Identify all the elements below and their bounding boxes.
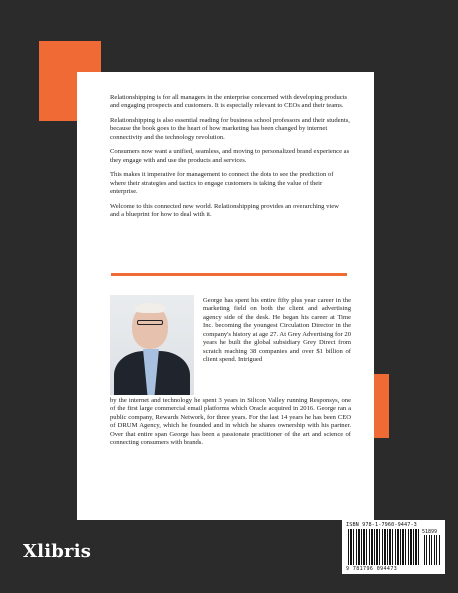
author-bio-side: George has spent his entire fifty plus year career in the marketing field on both the client and advertising agency side of the desk. He began his career at Time Inc. becoming the youngest Circulation Director in the company's history at age 27. At Grey Advertising for 20 years he built the global subsidiary Grey Direct from scratch reaching 38 companies and over $1 billion of client spend. Intrigued xyxy=(203,297,351,364)
author-photo xyxy=(110,295,194,395)
addon-bars xyxy=(424,535,441,565)
intro-paragraph: Relationshipping is for all managers in the enterprise concerned with developing products and engaging prospects and customers. It is especially relevant to CEOs and their teams. xyxy=(110,94,348,110)
isbn-barcode xyxy=(342,520,445,574)
orange-divider xyxy=(111,273,347,276)
barcode-number: 9 781796 094473 xyxy=(346,566,398,572)
intro-text xyxy=(110,94,350,226)
text-panel xyxy=(77,72,374,520)
publisher-logo: Xlibris xyxy=(23,541,92,562)
intro-paragraph: This makes it imperative for management to connect the dots to see the prediction of where their strategies and tactics to engage customers is taking the value of their enterprise. xyxy=(110,171,334,195)
barcode-bars xyxy=(348,529,420,565)
price-addon: 51899 xyxy=(422,529,438,535)
intro-paragraph: Welcome to this connected new world. Relationshipping provides an overarching view and a blueprint for how to deal with it. xyxy=(110,202,339,218)
intro-paragraph: Consumers now want a unified, seamless, and moving to personalized brand experience as they engage with and use the products and services. xyxy=(110,148,350,164)
intro-paragraph: Relationshipping is also essential reading for business school professors and their students, because the book goes to the heart of how marketing has been changed by internet connectivity and the technology revolution. xyxy=(110,116,350,141)
isbn-label: ISBN 978-1-7960-9447-3 xyxy=(346,522,417,528)
author-bio-continued: by the internet and technology he spent 3 years in Silicon Valley running Responsys, one of the first large commercial email platforms which Oracle acquired in 2016. George ran a public company, Rewards Network, for three years. For the last 14 years he has been CEO of DRUM Agency, which he founded and in which he shares ownership with his partner. Over that entire span George has been a passionate practitioner of the art and science of connecting consumers with brands. xyxy=(110,397,351,447)
